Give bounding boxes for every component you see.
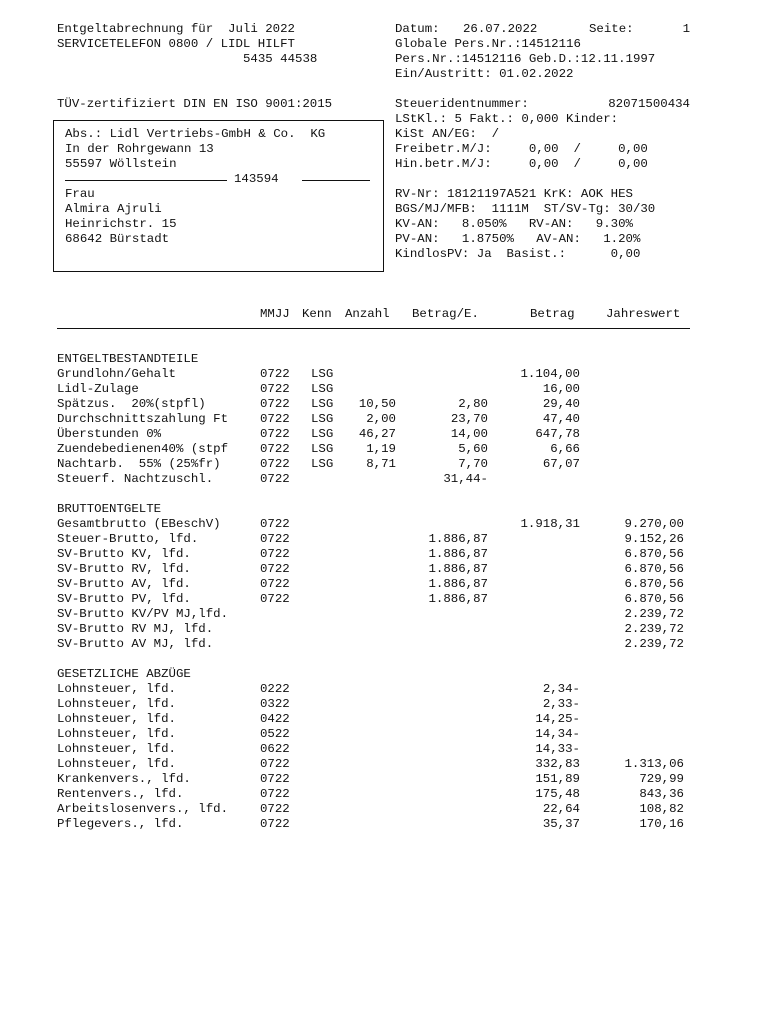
service-phone-number: 5435 44538: [243, 52, 318, 66]
recipient-line-4: 68642 Bürstadt: [65, 232, 170, 246]
row-anzahl: 1,19: [366, 442, 396, 456]
personnel-number-birthdate: Pers.Nr.:14512116 Geb.D.:12.11.1997: [395, 52, 656, 66]
row-label: Lohnsteuer, lfd.: [57, 757, 176, 771]
row-mmjj: 0722: [260, 457, 290, 471]
row-betrag: 1.918,31: [520, 517, 580, 531]
row-label: Lohnsteuer, lfd.: [57, 682, 176, 696]
row-label: SV-Brutto AV, lfd.: [57, 577, 191, 591]
row-mmjj: 0722: [260, 532, 290, 546]
row-label: Lohnsteuer, lfd.: [57, 727, 176, 741]
col-header-betrag-e: Betrag/E.: [412, 307, 479, 321]
row-anzahl: 10,50: [358, 397, 396, 411]
row-label: Rentenvers., lfd.: [57, 787, 184, 801]
row-mmjj: 0722: [260, 472, 290, 486]
row-kenn: LSG: [311, 367, 334, 381]
row-betrag: 29,40: [542, 397, 580, 411]
row-betrag-e: 1.886,87: [428, 592, 488, 606]
row-mmjj: 0722: [260, 592, 290, 606]
row-jahreswert: 6.870,56: [624, 562, 684, 576]
bgs-line: BGS/MJ/MFB: 1111M ST/SV-Tg: 30/30: [395, 202, 656, 216]
row-mmjj: 0722: [260, 397, 290, 411]
row-betrag-e: 31,44-: [443, 472, 488, 486]
col-header-betrag: Betrag: [530, 307, 575, 321]
row-anzahl: 2,00: [366, 412, 396, 426]
row-betrag: 151,89: [535, 772, 580, 786]
row-jahreswert: 2.239,72: [624, 622, 684, 636]
pv-av-rates-line: PV-AN: 1.8750% AV-AN: 1.20%: [395, 232, 641, 246]
row-jahreswert: 9.270,00: [624, 517, 684, 531]
row-kenn: LSG: [311, 457, 334, 471]
row-jahreswert: 843,36: [639, 787, 684, 801]
row-label: Lidl-Zulage: [57, 382, 139, 396]
row-mmjj: 0722: [260, 562, 290, 576]
row-betrag: 14,33-: [535, 742, 580, 756]
divider-left: [65, 180, 227, 181]
row-mmjj: 0722: [260, 547, 290, 561]
row-label: Lohnsteuer, lfd.: [57, 697, 176, 711]
row-label: SV-Brutto KV/PV MJ,lfd.: [57, 607, 229, 621]
datum-label: Datum:: [395, 22, 440, 36]
header-rule: [57, 328, 690, 329]
row-label: Grundlohn/Gehalt: [57, 367, 176, 381]
row-betrag: 67,07: [542, 457, 580, 471]
row-kenn: LSG: [311, 382, 334, 396]
row-jahreswert: 6.870,56: [624, 547, 684, 561]
row-mmjj: 0722: [260, 577, 290, 591]
row-betrag: 175,48: [535, 787, 580, 801]
row-betrag-e: 1.886,87: [428, 547, 488, 561]
addition-amount-line: Hin.betr.M/J: 0,00 / 0,00: [395, 157, 648, 171]
service-phone-line: SERVICETELEFON 0800 / LIDL HILFT: [57, 37, 295, 51]
row-betrag-e: 5,60: [458, 442, 488, 456]
row-betrag: 14,25-: [535, 712, 580, 726]
row-label: Steuer-Brutto, lfd.: [57, 532, 199, 546]
row-label: Gesamtbrutto (EBeschV): [57, 517, 221, 531]
row-jahreswert: 2.239,72: [624, 607, 684, 621]
row-label: Lohnsteuer, lfd.: [57, 712, 176, 726]
col-header-jahreswert: Jahreswert: [606, 307, 681, 321]
row-betrag: 2,34-: [542, 682, 580, 696]
row-label: Lohnsteuer, lfd.: [57, 742, 176, 756]
row-label: Nachtarb. 55% (25%fr): [57, 457, 221, 471]
sender-line-1: Abs.: Lidl Vertriebs-GmbH & Co. KG: [65, 127, 326, 141]
recipient-line-3: Heinrichstr. 15: [65, 217, 177, 231]
row-betrag: 647,78: [535, 427, 580, 441]
row-kenn: LSG: [311, 427, 334, 441]
tax-id-value: 82071500434: [608, 97, 690, 111]
row-jahreswert: 6.870,56: [624, 592, 684, 606]
global-personnel-number: Globale Pers.Nr.:14512116: [395, 37, 581, 51]
entry-exit-date: Ein/Austritt: 01.02.2022: [395, 67, 574, 81]
row-betrag: 2,33-: [542, 697, 580, 711]
sender-line-2: In der Rohrgewann 13: [65, 142, 214, 156]
row-mmjj: 0722: [260, 367, 290, 381]
sender-line-3: 55597 Wöllstein: [65, 157, 177, 171]
row-mmjj: 0522: [260, 727, 290, 741]
col-header-mmjj: MMJJ: [260, 307, 290, 321]
church-tax-line: KiSt AN/EG: /: [395, 127, 500, 141]
row-betrag-e: 14,00: [450, 427, 488, 441]
row-betrag: 47,40: [542, 412, 580, 426]
row-jahreswert: 108,82: [639, 802, 684, 816]
row-label: Durchschnittszahlung Ft: [57, 412, 229, 426]
row-betrag: 16,00: [542, 382, 580, 396]
row-label: SV-Brutto PV, lfd.: [57, 592, 191, 606]
row-betrag-e: 2,80: [458, 397, 488, 411]
row-jahreswert: 2.239,72: [624, 637, 684, 651]
row-mmjj: 0722: [260, 382, 290, 396]
row-label: Pflegevers., lfd.: [57, 817, 184, 831]
section-title: GESETZLICHE ABZÜGE: [57, 667, 191, 681]
row-mmjj: 0722: [260, 772, 290, 786]
tax-id-label: Steueridentnummer:: [395, 97, 529, 111]
row-jahreswert: 1.313,06: [624, 757, 684, 771]
row-mmjj: 0422: [260, 712, 290, 726]
section-title: BRUTTOENTGELTE: [57, 502, 162, 516]
kv-rv-rates-line: KV-AN: 8.050% RV-AN: 9.30%: [395, 217, 633, 231]
row-jahreswert: 6.870,56: [624, 577, 684, 591]
row-label: SV-Brutto RV MJ, lfd.: [57, 622, 214, 636]
row-betrag-e: 7,70: [458, 457, 488, 471]
pension-insurance-line: RV-Nr: 18121197A521 KrK: AOK HES: [395, 187, 633, 201]
tax-class-line: LStKl.: 5 Fakt.: 0,000 Kinder:: [395, 112, 619, 126]
row-label: Überstunden 0%: [57, 427, 162, 441]
address-number: 143594: [234, 172, 279, 186]
row-jahreswert: 9.152,26: [624, 532, 684, 546]
row-label: Krankenvers., lfd.: [57, 772, 191, 786]
row-anzahl: 8,71: [366, 457, 396, 471]
row-anzahl: 46,27: [358, 427, 396, 441]
allowance-line: Freibetr.M/J: 0,00 / 0,00: [395, 142, 648, 156]
row-mmjj: 0722: [260, 412, 290, 426]
row-mmjj: 0722: [260, 802, 290, 816]
row-betrag: 1.104,00: [520, 367, 580, 381]
row-label: Spätzus. 20%(stpfl): [57, 397, 206, 411]
row-label: SV-Brutto AV MJ, lfd.: [57, 637, 214, 651]
row-mmjj: 0322: [260, 697, 290, 711]
row-betrag: 332,83: [535, 757, 580, 771]
seite-label: Seite:: [589, 22, 634, 36]
row-label: SV-Brutto RV, lfd.: [57, 562, 191, 576]
row-kenn: LSG: [311, 442, 334, 456]
row-betrag: 6,66: [550, 442, 580, 456]
row-betrag-e: 1.886,87: [428, 562, 488, 576]
seite-value: 1: [682, 22, 690, 36]
datum-value: 26.07.2022: [463, 22, 538, 36]
row-betrag-e: 1.886,87: [428, 532, 488, 546]
divider-right: [302, 180, 370, 181]
certification-text: TÜV-zertifiziert DIN EN ISO 9001:2015: [57, 97, 333, 111]
row-label: SV-Brutto KV, lfd.: [57, 547, 191, 561]
row-label: Steuerf. Nachtzuschl.: [57, 472, 214, 486]
row-betrag: 14,34-: [535, 727, 580, 741]
section-title: ENTGELTBESTANDTEILE: [57, 352, 199, 366]
row-label: Zuendebedienen40% (stpf: [57, 442, 229, 456]
childless-line: KindlosPV: Ja Basist.: 0,00: [395, 247, 641, 261]
row-jahreswert: 170,16: [639, 817, 684, 831]
recipient-line-2: Almira Ajruli: [65, 202, 162, 216]
row-betrag: 22,64: [542, 802, 580, 816]
row-mmjj: 0722: [260, 817, 290, 831]
row-label: Arbeitslosenvers., lfd.: [57, 802, 229, 816]
row-kenn: LSG: [311, 397, 334, 411]
row-jahreswert: 729,99: [639, 772, 684, 786]
row-mmjj: 0222: [260, 682, 290, 696]
row-kenn: LSG: [311, 412, 334, 426]
row-mmjj: 0722: [260, 442, 290, 456]
row-betrag: 35,37: [542, 817, 580, 831]
row-mmjj: 0722: [260, 757, 290, 771]
document-title: Entgeltabrechnung für Juli 2022: [57, 22, 295, 36]
col-header-anzahl: Anzahl: [345, 307, 390, 321]
row-betrag-e: 1.886,87: [428, 577, 488, 591]
row-mmjj: 0722: [260, 427, 290, 441]
col-header-kenn: Kenn: [302, 307, 332, 321]
recipient-line-1: Frau: [65, 187, 95, 201]
row-betrag-e: 23,70: [450, 412, 488, 426]
row-mmjj: 0722: [260, 517, 290, 531]
row-mmjj: 0622: [260, 742, 290, 756]
row-mmjj: 0722: [260, 787, 290, 801]
